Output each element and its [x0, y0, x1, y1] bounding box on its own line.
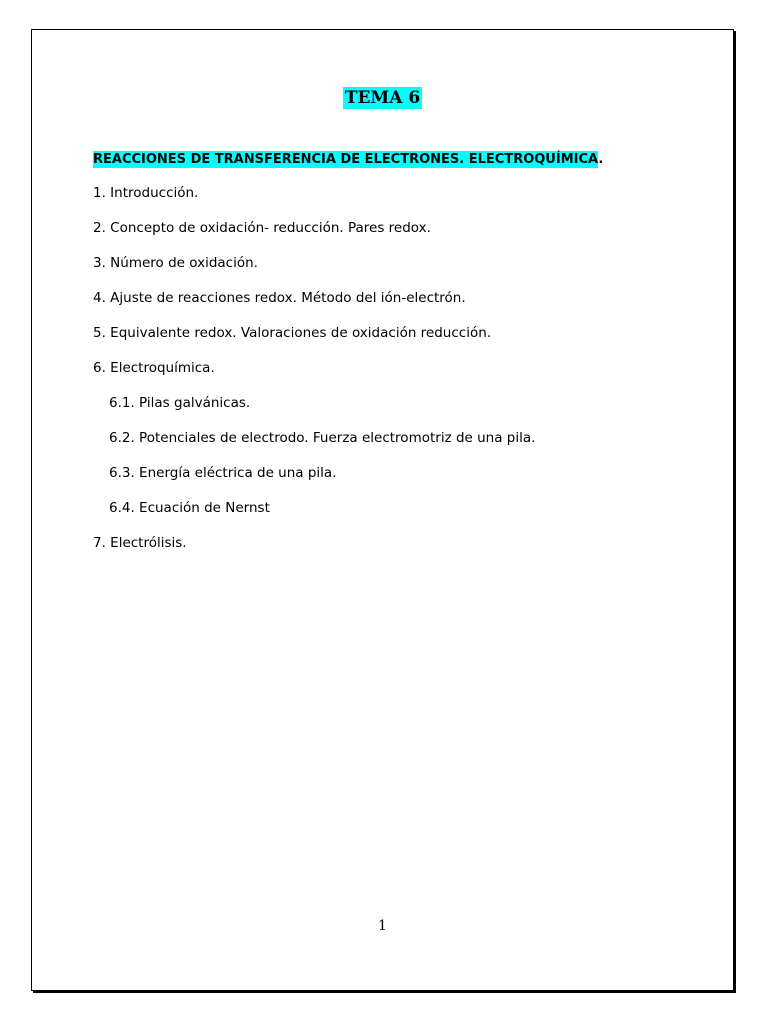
subtitle-container: [93, 150, 603, 168]
title-container: [32, 88, 733, 108]
toc-item-6: 6. Electroquímica.: [93, 360, 215, 376]
toc-subitem-6-1: 6.1. Pilas galvánicas.: [109, 395, 251, 411]
toc-item-5: 5. Equivalente redox. Valoraciones de oxidación reducción.: [93, 325, 492, 341]
page-number: 1: [378, 918, 387, 934]
section-subtitle: REACCIONES DE TRANSFERENCIA DE ELECTRONES. ELECTROQUÍMICA: [93, 152, 599, 167]
subtitle-period: .: [598, 152, 604, 167]
document-page: [31, 29, 734, 991]
page-title: TEMA 6: [344, 88, 421, 108]
toc-item-4: 4. Ajuste de reacciones redox. Método del ión-electrón.: [93, 290, 466, 306]
toc-item-2: 2. Concepto de oxidación- reducción. Pares redox.: [93, 220, 431, 236]
toc-item-7: 7. Electrólisis.: [93, 535, 187, 551]
toc-item-1: 1. Introducción.: [93, 185, 199, 201]
toc-item-3: 3. Número de oxidación.: [93, 255, 258, 271]
toc-subitem-6-2: 6.2. Potenciales de electrodo. Fuerza electromotriz de una pila.: [109, 430, 536, 446]
toc-subitem-6-3: 6.3. Energía eléctrica de una pila.: [109, 465, 337, 481]
toc-subitem-6-4: 6.4. Ecuación de Nernst: [109, 500, 270, 516]
